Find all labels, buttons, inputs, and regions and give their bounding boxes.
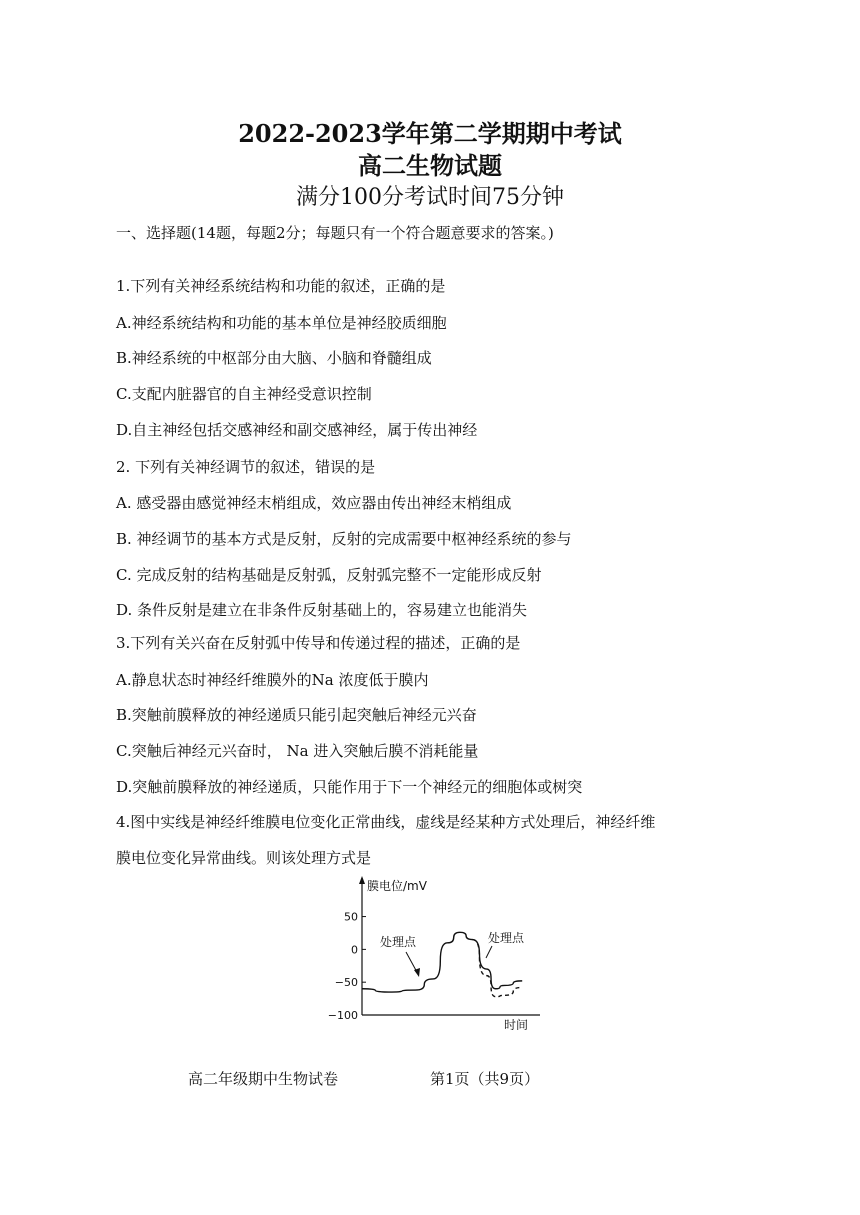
question-3-option-d: D.突触前膜释放的神经递质，只能作用于下一个神经元的细胞体或树突 <box>116 778 583 796</box>
x-axis-label: 时间 <box>504 1018 529 1030</box>
exam-title: 2022-2023学年第二学期期中考试 <box>238 119 622 148</box>
annotation-left: 处理点 <box>380 935 417 949</box>
question-1-option-b: B.神经系统的中枢部分由大脑、小脑和脊髓组成 <box>116 349 432 367</box>
question-3-option-a: A.静息状态时神经纤维膜外的Na 浓度低于膜内 <box>116 671 429 689</box>
footer-exam-name: 高二年级期中生物试卷 <box>188 1070 339 1088</box>
membrane-potential-chart <box>320 870 550 1030</box>
question-4-stem-continued: 膜电位变化异常曲线。则该处理方式是 <box>116 849 372 867</box>
section-heading: 一、选择题(14题，每题2分；每题只有一个符合题意要求的答案。) <box>116 224 554 242</box>
question-1-stem: 1.下列有关神经系统结构和功能的叙述，正确的是 <box>116 277 446 295</box>
y-tick-label: 50 <box>344 910 358 924</box>
y-tick-label: 0 <box>351 943 358 957</box>
question-3-stem: 3.下列有关兴奋在反射弧中传导和传递过程的描述，正确的是 <box>116 634 521 652</box>
question-2-option-a: A. 感受器由感觉神经末梢组成，效应器由传出神经末梢组成 <box>116 494 512 512</box>
y-tick-label: −100 <box>327 1009 358 1022</box>
exam-subject: 高二生物试题 <box>358 151 502 180</box>
footer-page-number: 第1页（共9页） <box>430 1070 540 1088</box>
y-tick-label: −50 <box>334 976 358 990</box>
annotation-right: 处理点 <box>488 931 525 945</box>
y-axis-arrow <box>359 876 365 884</box>
annotation-right-pointer <box>486 946 492 958</box>
question-2-option-c: C. 完成反射的结构基础是反射弧，反射弧完整不一定能形成反射 <box>116 566 542 584</box>
question-3-option-c: C.突触后神经元兴奋时， Na 进入突触后膜不消耗能量 <box>116 742 479 760</box>
question-2-option-b: B. 神经调节的基本方式是反射，反射的完成需要中枢神经系统的参与 <box>116 530 572 548</box>
exam-info: 满分100分考试时间75分钟 <box>296 185 564 210</box>
question-1-option-a: A.神经系统结构和功能的基本单位是神经胶质细胞 <box>116 314 447 332</box>
question-1-option-d: D.自主神经包括交感神经和副交感神经，属于传出神经 <box>116 421 478 439</box>
y-axis-label: 膜电位/mV <box>367 879 427 893</box>
question-2-option-d: D. 条件反射是建立在非条件反射基础上的，容易建立也能消失 <box>116 601 528 619</box>
question-1-option-c: C.支配内脏器官的自主神经受意识控制 <box>116 385 372 403</box>
question-4-stem: 4.图中实线是神经纤维膜电位变化正常曲线，虚线是经某种方式处理后，神经纤维 <box>116 813 656 831</box>
question-2-stem: 2. 下列有关神经调节的叙述，错误的是 <box>116 458 376 476</box>
question-3-option-b: B.突触前膜释放的神经递质只能引起突触后神经元兴奋 <box>116 706 477 724</box>
